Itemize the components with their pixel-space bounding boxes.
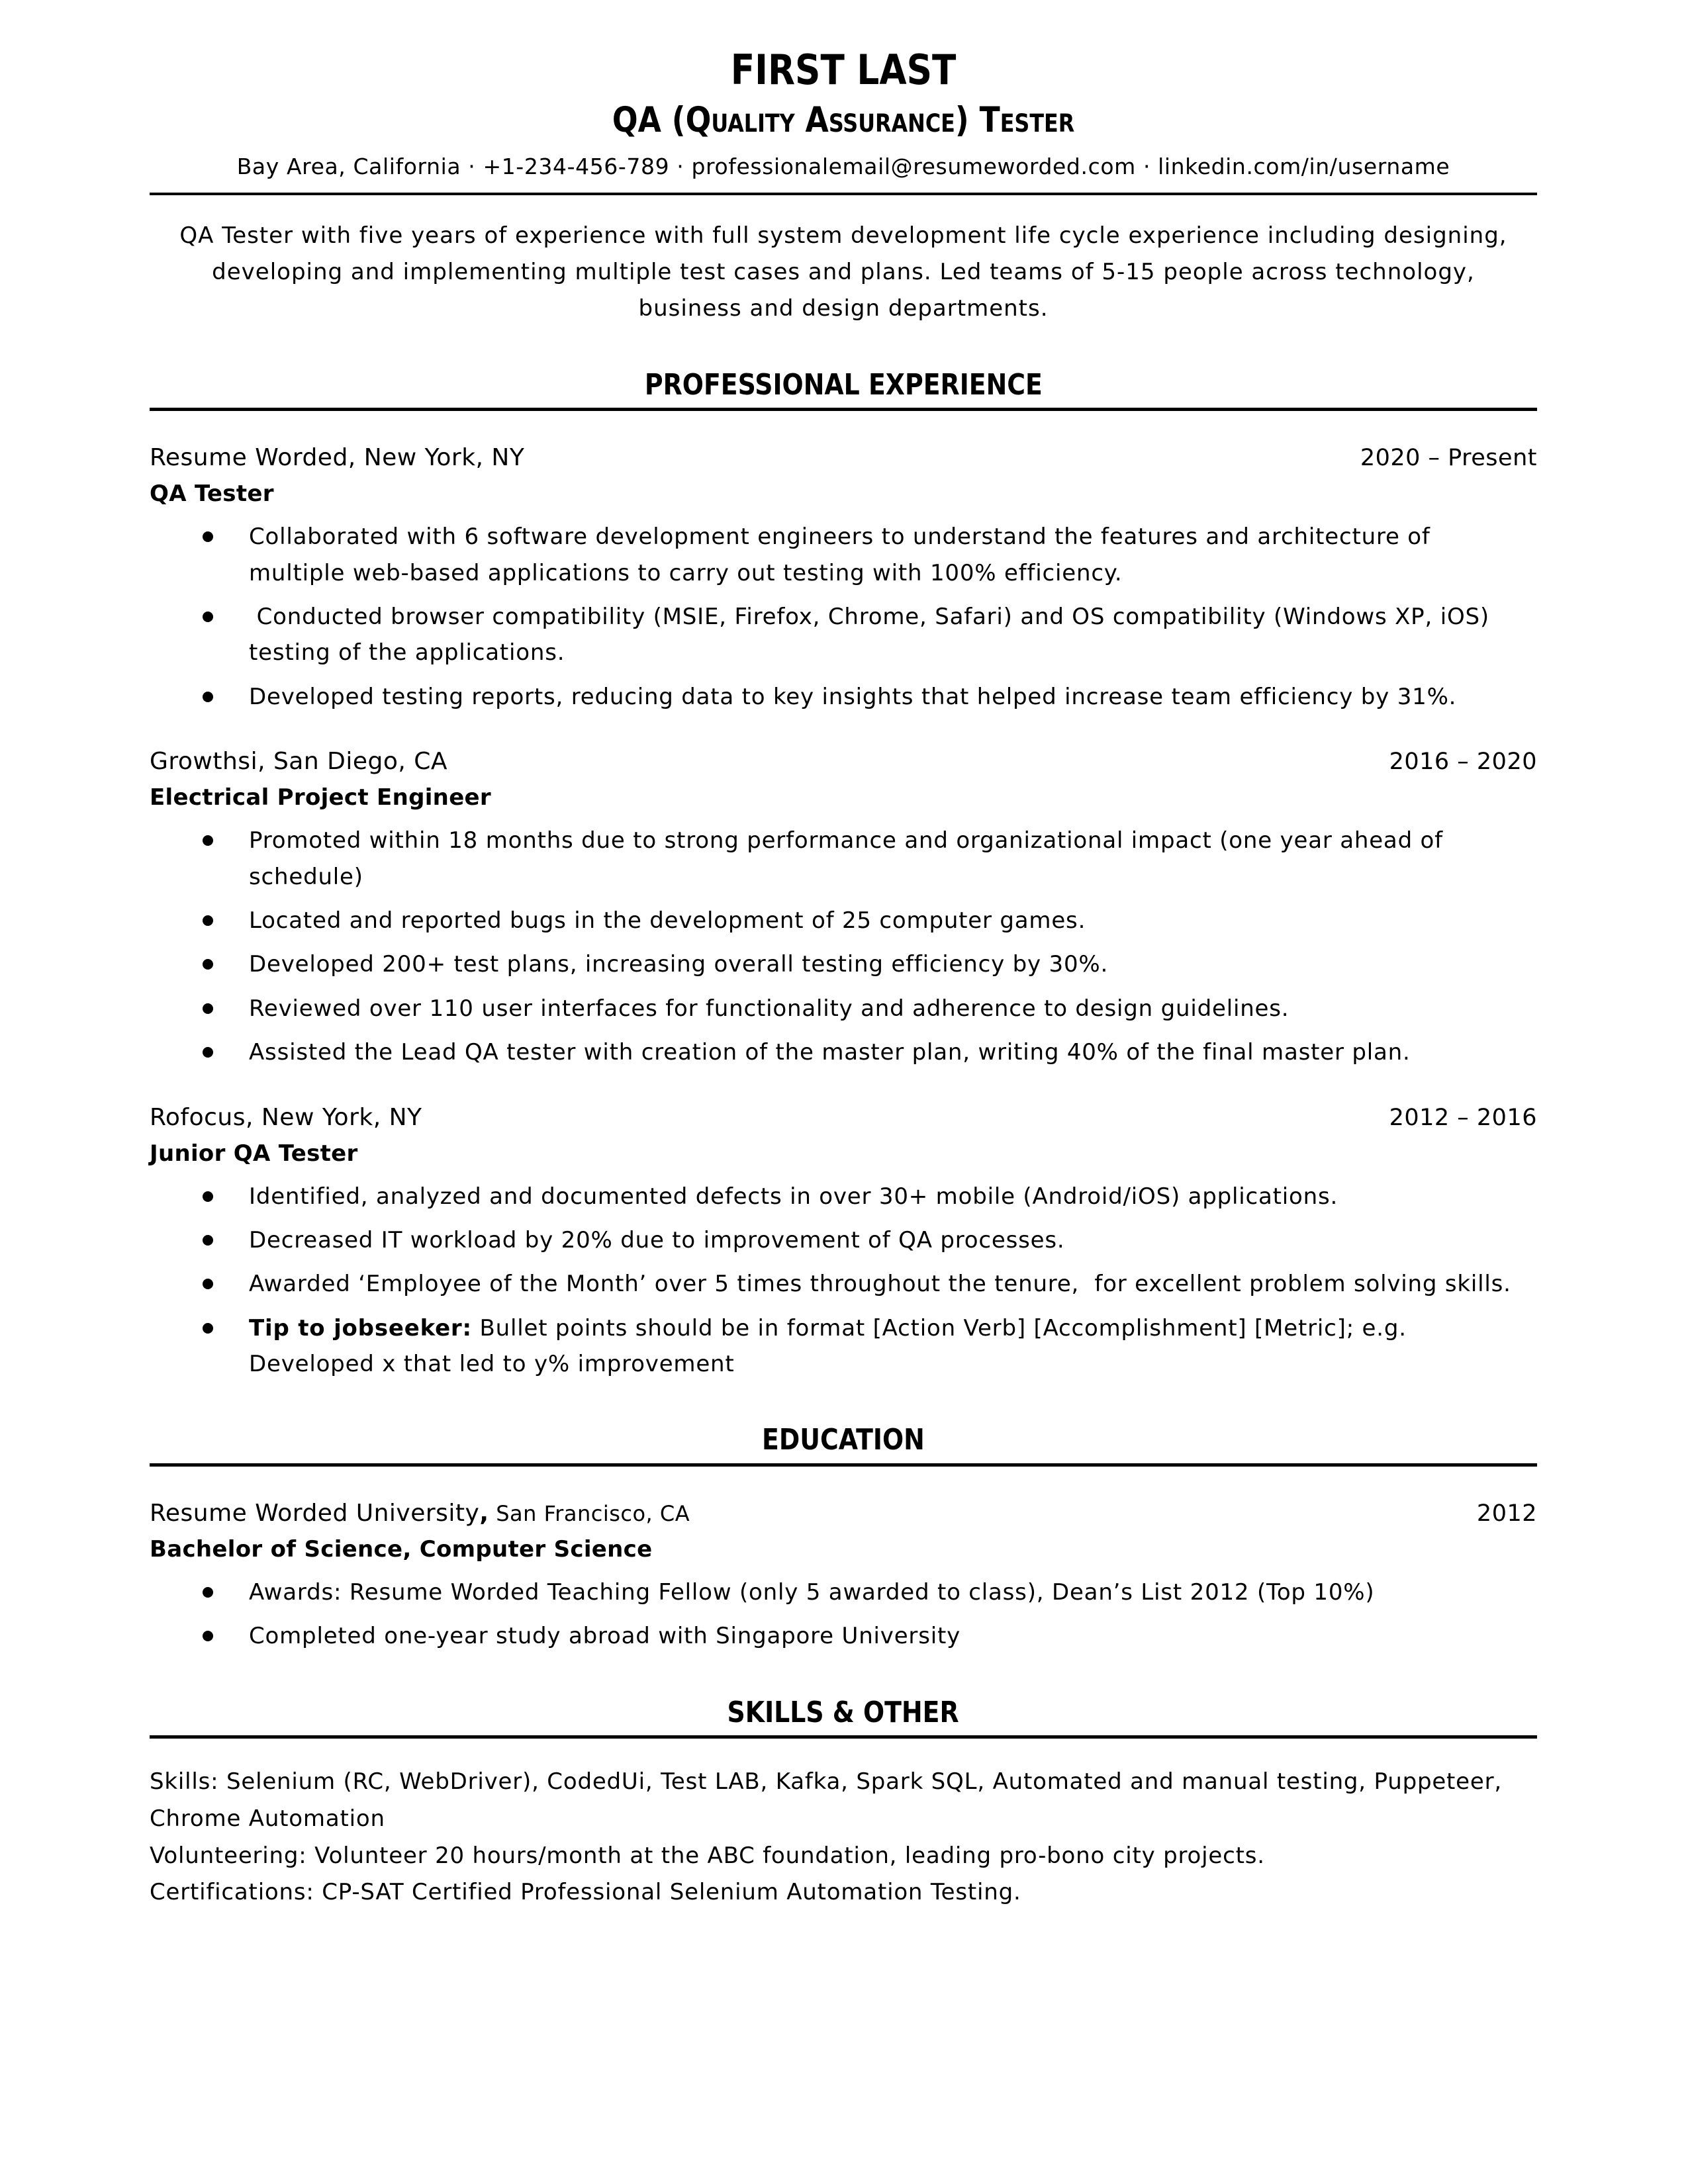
school-name: Resume Worded University	[150, 1499, 480, 1527]
bullet-item	[249, 599, 1523, 671]
job-dates: 2020 – Present	[1360, 445, 1537, 472]
bullet-item	[249, 903, 1523, 938]
section-heading-education	[150, 1424, 1537, 1456]
bullet-text: Awards: Resume Worded Teaching Fellow (only 5 awarded to class), Dean’s List 2012 (Top 10%)	[249, 1578, 1375, 1606]
job-title: Electrical Project Engineer	[150, 784, 491, 811]
skills-line: Volunteering: Volunteer 20 hours/month at the ABC foundation, leading pro-bono city projects.	[150, 1842, 1265, 1869]
section-heading-experience	[150, 369, 1537, 401]
bullet-text: Conducted browser compatibility (MSIE, Firefox, Chrome, Safari) and OS compatibility (Windows XP, iOS) testing of the applications.	[249, 604, 1497, 666]
section-education	[150, 1424, 1537, 1654]
section-skills	[150, 1697, 1537, 1911]
bullet-item	[249, 1310, 1523, 1383]
bullet-text: Reviewed over 110 user interfaces for functionality and adherence to design guidelines.	[249, 995, 1289, 1022]
section-heading-education-text: EDUCATION	[762, 1423, 925, 1457]
job-bullets	[150, 519, 1537, 715]
bullet-text: Developed 200+ test plans, increasing overall testing efficiency by 30%.	[249, 951, 1109, 978]
person-role-text: QA (Quality Assurance) Tester	[612, 100, 1075, 141]
person-role	[150, 101, 1537, 140]
bullet-text: Developed testing reports, reducing data to key insights that helped increase team efficiency by 31%.	[249, 683, 1457, 710]
bullet-text: Decreased IT workload by 20% due to improvement of QA processes.	[249, 1226, 1065, 1253]
job-entry	[150, 1104, 1537, 1383]
bullet-item	[249, 1222, 1523, 1258]
school-separator: ,	[479, 1499, 489, 1527]
section-divider	[150, 1735, 1537, 1739]
bullet-item	[249, 519, 1523, 591]
job-entry	[150, 748, 1537, 1070]
section-heading-skills-text: SKILLS & OTHER	[727, 1695, 960, 1729]
bullet-text: Identified, analyzed and documented defects in over 30+ mobile (Android/iOS) applications.	[249, 1183, 1338, 1210]
job-company: Resume Worded, New York, NY	[150, 444, 525, 472]
jobs-container	[150, 444, 1537, 1382]
bullet-text: Assisted the Lead QA tester with creation of the master plan, writing 40% of the final master plan.	[249, 1039, 1411, 1066]
bullet-item	[249, 1574, 1523, 1610]
resume-header	[150, 46, 1537, 327]
bullet-item	[249, 1266, 1523, 1302]
bullet-text: Promoted within 18 months due to strong performance and organizational impact (one year ahead of schedule)	[249, 827, 1451, 890]
job-entry	[150, 444, 1537, 715]
job-dates: 2016 – 2020	[1389, 749, 1537, 776]
bullet-text: Awarded ‘Employee of the Month’ over 5 times throughout the tenure, for excellent problem solving skills.	[249, 1271, 1511, 1298]
bullet-text: Located and reported bugs in the development of 25 computer games.	[249, 907, 1086, 934]
contact-line: Bay Area, California · +1-234-456-789 · professionalemail@resumeworded.com · linkedin.com/in/username	[236, 153, 1450, 179]
education-header	[150, 1500, 1537, 1527]
education-bullets	[150, 1574, 1537, 1655]
section-heading-experience-text: PROFESSIONAL EXPERIENCE	[644, 367, 1043, 402]
bullet-text: Bullet points should be in format [Action Verb] [Accomplishment] [Metric]; e.g. Developed x that led to y% improvement	[249, 1314, 1415, 1378]
bullet-item	[249, 1179, 1523, 1214]
job-header	[150, 444, 1537, 471]
bullet-lead: Tip to jobseeker:	[249, 1314, 472, 1342]
bullet-item	[249, 1618, 1523, 1654]
person-name	[150, 46, 1537, 93]
job-bullets	[150, 1179, 1537, 1383]
skills-block	[150, 1764, 1537, 1911]
section-divider	[150, 1463, 1537, 1467]
job-header	[150, 1104, 1537, 1131]
bullet-item	[249, 823, 1523, 895]
bullet-item	[249, 679, 1523, 715]
education-entry	[150, 1500, 1537, 1655]
skills-line: Skills: Selenium (RC, WebDriver), CodedUi, Test LAB, Kafka, Spark SQL, Automated and manual testing, Puppeteer, Chrome Automation	[150, 1768, 1503, 1832]
bullet-item	[249, 991, 1523, 1026]
skills-line: Certifications: CP-SAT Certified Professional Selenium Automation Testing.	[150, 1879, 1021, 1906]
job-title: Junior QA Tester	[150, 1140, 358, 1167]
summary-paragraph: QA Tester with five years of experience with full system development life cycle experience including designing, developing and implementing multiple test cases and plans. Led teams of 5-15 people across technology, business and design departments.	[179, 222, 1507, 322]
bullet-text: Completed one-year study abroad with Singapore University	[249, 1623, 961, 1650]
job-title: QA Tester	[150, 480, 274, 508]
person-name-text: FIRST LAST	[730, 46, 957, 94]
job-bullets	[150, 823, 1537, 1070]
education-dates: 2012	[1476, 1500, 1537, 1527]
job-company: Growthsi, San Diego, CA	[150, 748, 448, 776]
bullet-item	[249, 946, 1523, 982]
bullet-text: Collaborated with 6 software development engineers to understand the features and architecture of multiple web-based applications to carry out testing with 100% efficiency.	[249, 523, 1438, 586]
education-degree: Bachelor of Science, Computer Science	[150, 1535, 653, 1563]
job-company: Rofocus, New York, NY	[150, 1103, 422, 1131]
education-school-line	[150, 1500, 690, 1527]
job-dates: 2012 – 2016	[1389, 1104, 1537, 1131]
section-experience	[150, 369, 1537, 1383]
job-header	[150, 748, 1537, 775]
section-divider	[150, 408, 1537, 411]
header-divider	[150, 193, 1537, 195]
bullet-item	[249, 1034, 1523, 1070]
section-heading-skills	[150, 1697, 1537, 1729]
school-location: San Francisco, CA	[489, 1500, 690, 1526]
